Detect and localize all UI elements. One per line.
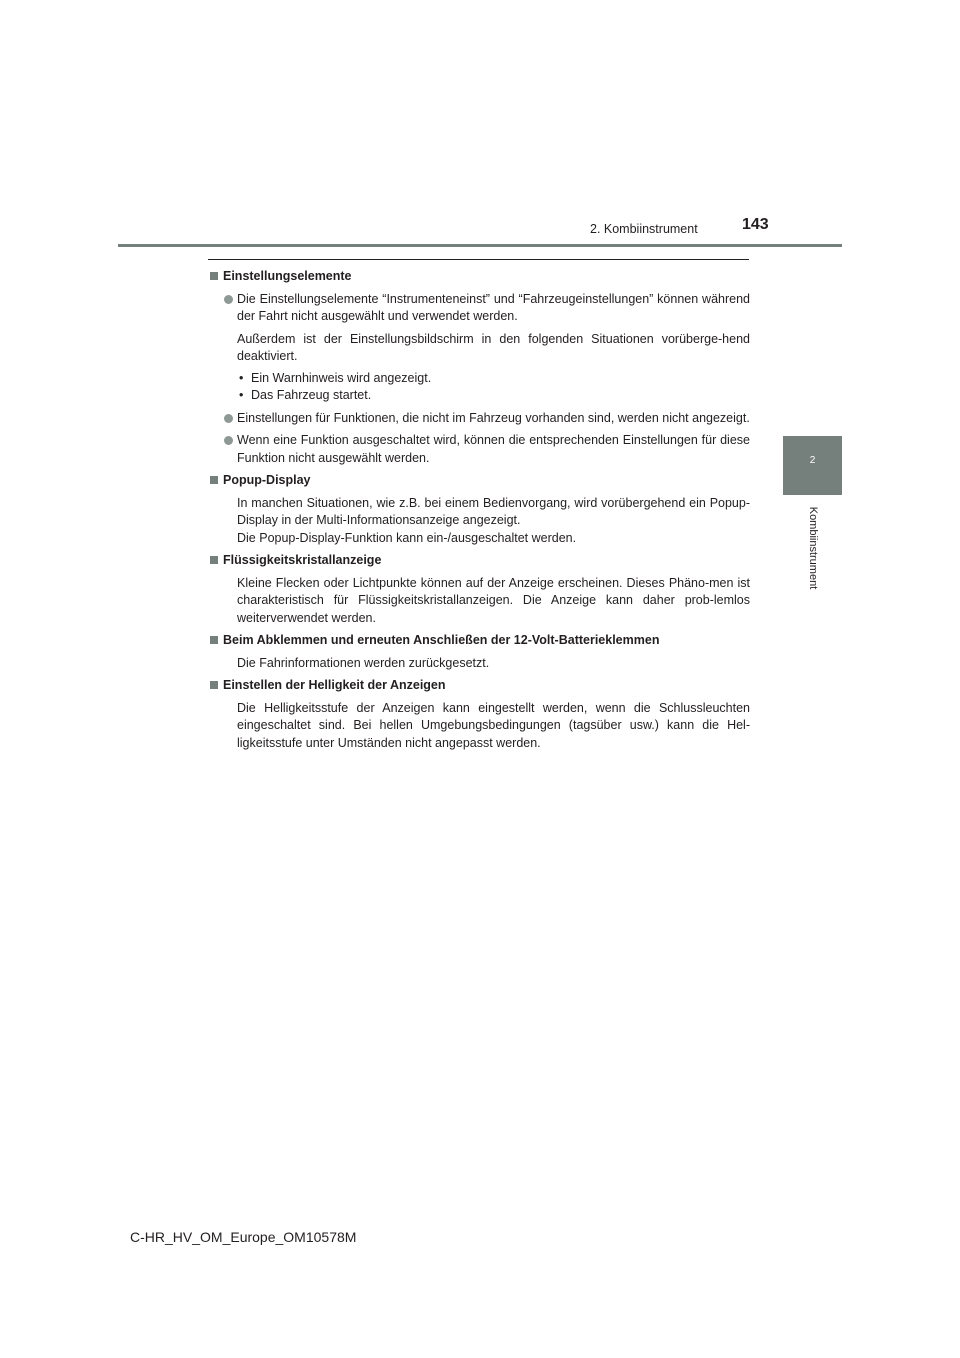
chapter-side-tab-number: 2 [809,455,816,466]
main-content [210,268,750,752]
paragraph: Die Helligkeitsstufe der Anzeigen kann eingestellt werden, wenn die Schlussleuchten eingeschaltet sind. Bei hellen Umgebungsbedingungen (tagsüber usw.) kann die Hel-ligkeitsstufe unter Umständen nicht angepasst werden. [237,700,750,750]
list-item: Die Einstellungselemente “Instrumenteneinst” und “Fahrzeugeinstellungen” können während der Fahrt nicht ausgewählt und verwendet werden. [210,291,750,326]
square-bullet-icon [210,476,218,484]
paragraph: Außerdem ist der Einstellungsbildschirm in den folgenden Situationen vorüberge-hend deaktiviert. [237,331,750,363]
paragraph: In manchen Situationen, wie z.B. bei einem Bedienvorgang, wird vorübergehend ein Popup-Display in der Multi-Informationsanzeige angezeigt. Die Popup-Display-Funktion kann ein-/ausgeschaltet werden. [237,495,750,545]
circle-bullet-icon [224,436,233,445]
square-bullet-icon [210,556,218,564]
section-title: Flüssigkeitskristallanzeige [210,552,750,570]
sub-list-item: • Ein Warnhinweis wird angezeigt. [237,370,750,388]
list-item: Einstellungen für Funktionen, die nicht im Fahrzeug vorhanden sind, werden nicht angezeigt. [210,410,750,428]
square-bullet-icon [210,681,218,689]
sub-list-item: • Das Fahrzeug startet. [237,387,750,405]
circle-bullet-icon [224,414,233,423]
content-rule [208,259,749,260]
square-bullet-icon [210,636,218,644]
section-title: Einstellen der Helligkeit der Anzeigen [210,677,750,695]
section-title: Einstellungselemente [210,268,750,286]
square-bullet-icon [210,272,218,280]
list-item: Wenn eine Funktion ausgeschaltet wird, können die entsprechenden Einstellungen für diese Funktion nicht ausgewählt werden. [210,432,750,467]
chapter-heading: 2. Kombiinstrument [590,222,698,236]
chapter-side-label: Kombiinstrument [807,506,819,590]
sub-list [210,370,750,405]
paragraph: Kleine Flecken oder Lichtpunkte können auf der Anzeige erscheinen. Dieses Phäno-men ist charakteristisch für Flüssigkeitskristallanzeigen. Die Anzeige kann daher prob-lemlos weiterverwendet werden. [237,575,750,625]
page-number: 143 [742,216,769,233]
header-rule [118,244,842,247]
document-code: C-HR_HV_OM_Europe_OM10578M [130,1229,357,1245]
section-title: Beim Abklemmen und erneuten Anschließen der 12-Volt-Batterieklemmen [210,632,750,650]
circle-bullet-icon [224,295,233,304]
paragraph: Die Fahrinformationen werden zurückgesetzt. [237,655,490,670]
dot-bullet-icon: • [239,370,244,385]
dot-bullet-icon: • [239,388,244,402]
section-title: Popup-Display [210,472,750,490]
